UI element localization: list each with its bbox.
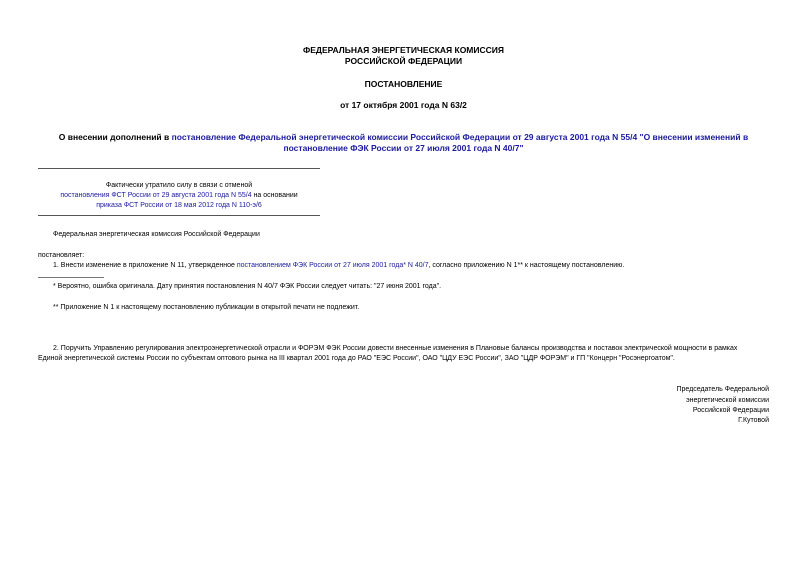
status-note-line1: Фактически утратило силу в связи с отменой [105,182,253,189]
footnote-1: * Вероятно, ошибка оригинала. Дату принятия постановления N 40/7 ФЭК России следует читать: "27 июня 2001 года". [53,283,442,290]
signature-title-line2: энергетической комиссии [686,397,769,404]
signatory-name: Г.Кутовой [738,417,769,424]
document-date: от 17 октября 2001 года N 63/2 [340,100,467,110]
title-link-part1[interactable]: постановление Федеральной энергетической комиссии Российской Федерации от 29 августа 2001 года N 55/4 "О внесении изменений в [171,132,749,142]
status-note-link-fst-prikaz[interactable]: приказа ФСТ России от 18 мая 2012 года N 110-э/6 [96,202,262,209]
item2-line1: 2. Поручить Управлению регулирования электроэнергетической отрасли и ФОРЭМ ФЭК России довести внесенные изменения в Плановые балансы производства и поставок электрической мощности в рамках [53,345,738,352]
item1-suffix: , согласно приложению N 1** к настоящему постановлению. [428,262,625,269]
item2-line2: Единой энергетической системы России по субъектам оптового рынка на III квартал 2001 года до РАО "ЕЭС России", ОАО "ЦДУ ЕЭС России", ЗАО "ЦДР ФОРЭМ" и ГП "Концерн "Росэнергоатом". [38,355,675,362]
document-type: ПОСТАНОВЛЕНИЕ [364,79,443,89]
footnote-2: ** Приложение N 1 к настоящему постановлению публикации в открытой печати не подлежит. [53,304,360,311]
signature-title-line1: Председатель Федеральной [676,386,769,393]
item1-prefix: 1. Внести изменение в приложение N 11, утвержденное [53,262,237,269]
status-note-link-fst-order[interactable]: постановления ФСТ России от 29 августа 2001 года N 55/4 [60,192,252,199]
agency-name-line2: РОССИЙСКОЙ ФЕДЕРАЦИИ [344,56,463,66]
document-title-line1 [0,132,807,143]
item1-text [53,261,624,271]
issuer-text: Федеральная энергетическая комиссия Российской Федерации [53,231,260,238]
title-prefix: О внесении дополнений в [58,132,172,142]
title-link-part2[interactable]: постановление ФЭК России от 27 июля 2001 года N 40/7" [283,143,524,153]
resolves-text: постановляет: [38,252,85,259]
signature-title-line3: Российской Федерации [692,407,769,414]
status-note-line2-suffix: на основании [251,192,298,199]
divider-top [38,168,320,169]
footnote-divider [38,277,104,278]
item1-link[interactable]: постановлением ФЭК России от 27 июля 2001 года* N 40/7 [236,262,429,269]
agency-name-line1: ФЕДЕРАЛЬНАЯ ЭНЕРГЕТИЧЕСКАЯ КОМИССИЯ [302,45,504,55]
status-note-line2 [0,191,420,201]
divider-bottom [38,215,320,216]
